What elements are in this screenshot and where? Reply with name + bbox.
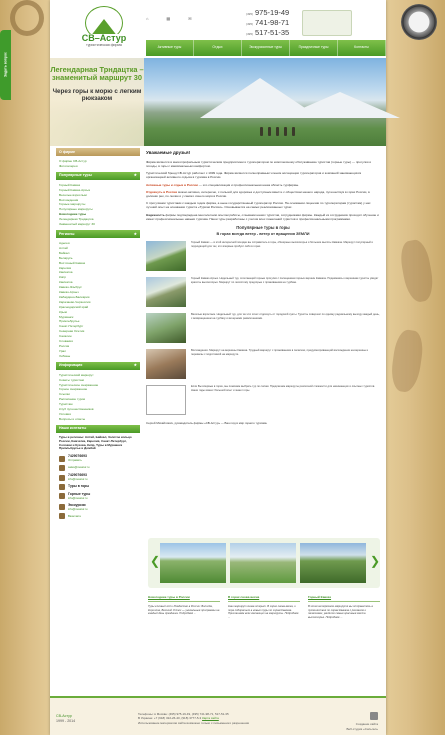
paragraph: Активные туры и отдых в России — это специализация и профессиональная наша область турфирмы.: [146, 182, 300, 187]
regions-list: [56, 238, 140, 362]
mountain-shape: [280, 92, 400, 118]
nav-active-tours[interactable]: Активные туры: [146, 40, 194, 56]
region-item[interactable]: Словакия: [59, 339, 73, 344]
popular-heading: Популярные туры в горы: [236, 225, 290, 231]
region-item[interactable]: Хибины: [59, 353, 71, 358]
tour-image[interactable]: [146, 277, 186, 307]
studio-logo-icon: [370, 712, 378, 720]
phone-icon: [59, 456, 65, 462]
home-icon[interactable]: ⌂: [146, 16, 149, 21]
star-icon: ★: [133, 363, 137, 368]
region-item[interactable]: Крым: [59, 309, 67, 314]
popular-item[interactable]: Горный Кавказ-Архыз: [59, 187, 91, 192]
contact-row: Туры в горы: [59, 484, 137, 490]
region-item[interactable]: Кавказ-Архыз: [59, 290, 79, 295]
region-item[interactable]: Россия: [59, 344, 70, 348]
news-text: В этом интересном маршруте вы отправитесь в путешествие по горам Кавказа с рюкзаком и палатками, увидите самые красивые места высокогорья. Подробнее ...: [308, 604, 373, 620]
nav-contacts[interactable]: Контакты: [338, 40, 386, 56]
map-icon[interactable]: ▦: [166, 16, 171, 21]
region-item[interactable]: Кипр: [59, 275, 66, 280]
phone-icon: [59, 484, 65, 490]
russia-map[interactable]: [302, 10, 352, 36]
news-item: [308, 596, 380, 620]
popular-subheading: В горах всегда ветер - ветер от вращения ЗЕМЛИ: [216, 231, 310, 236]
popular-item[interactable]: Горный Кавказ: [59, 182, 81, 187]
star-icon: ★: [133, 231, 137, 236]
region-item[interactable]: Санкт-Петербург: [59, 324, 84, 329]
banner[interactable]: [50, 58, 386, 146]
popular-item[interactable]: Легендарная Трндацтка: [59, 217, 94, 222]
contacts-block: [56, 433, 140, 525]
contact-row: Горные туры info@svastur.ru: [59, 492, 137, 501]
banner-title: Легендарная Трндацтка – знаменитый маршрут 30: [50, 65, 144, 82]
signature: Сергей Михайлович, руководитель фирмы «СВ-Астур» — Ваш гид в мир горного туризма.: [146, 421, 268, 426]
gallery-photo[interactable]: [300, 543, 366, 583]
tour-item[interactable]: Если Вы впервые в горах, мы поможем выбрать тур по силам. Предлагаем маршруты различной сложности для начинающих и опытных туристов. Наши гиды имеют большой опыт и знают горы.: [146, 385, 380, 417]
info-item[interactable]: Условия: [59, 411, 71, 416]
logo-name: СВ–Астур: [64, 34, 144, 43]
left-background: [0, 0, 52, 735]
mail-icon[interactable]: ✉: [188, 16, 192, 21]
sidebar-popular-header: Популярные туры ★: [56, 172, 140, 180]
hikers-image: [260, 127, 295, 136]
info-item[interactable]: Туристическое снаряжение: [59, 382, 99, 387]
main-content: [146, 150, 380, 429]
rope-decoration: [10, 0, 44, 36]
sidebar: [56, 148, 140, 524]
region-item[interactable]: Урал: [59, 348, 67, 353]
phone-icon: [59, 504, 65, 510]
popular-list: [56, 180, 140, 230]
region-item[interactable]: Кавказ-Эльбрус: [59, 285, 82, 290]
mail-icon: [59, 465, 65, 471]
contact-row: sales@svastur.ru: [59, 465, 137, 471]
region-item[interactable]: Восточный Кавказ: [59, 260, 86, 265]
phone-3: (495) 517-51-35: [246, 28, 290, 37]
nav-rest[interactable]: Отдых: [194, 40, 242, 56]
paragraph: Фирма является в многопрофильным туристическим предприятием и туроператором по комплексному обслуживанию туристов (горные туры) — прогулки и походы, в горы с максимальным комфортом.: [146, 159, 372, 169]
footer-credits: Создание сайта Веб-студия «Сильгал»: [347, 712, 379, 731]
contacts-address: Туры в регионы: Алтай, Байкал, Золотое кольцо России, Камчатка, Карелия, Санкт-Петербург, Соловки и Кузова, Кипр, Туры в Мурманск Приэльбрусье и Домбай: [59, 434, 132, 451]
gallery-photo[interactable]: [160, 543, 226, 583]
info-item[interactable]: Туристический маршрут: [59, 372, 94, 377]
region-item[interactable]: Приэльбрусье: [59, 319, 80, 324]
star-icon: ★: [133, 173, 137, 178]
popular-item[interactable]: Веселые взрослым: [59, 192, 87, 197]
tour-item[interactable]: Восхождения. Маршрут на вершины Кавказа. Трудный маршрут с проживанием в палатках, предусматривающий восхождения на вершины и перевалы с подготовкой на маршруте.: [146, 349, 380, 381]
info-item[interactable]: Расписание туров: [59, 397, 85, 402]
phone-1: (495) 975-19-49: [246, 8, 290, 17]
footer-brand: СВ-Астур 1999 - 2014: [56, 714, 76, 723]
region-item[interactable]: Адыгея: [59, 240, 70, 245]
phone-2: (495) 741-98-71: [246, 18, 290, 27]
news-title[interactable]: Горный Кавказ: [308, 596, 380, 602]
ask-question-tab[interactable]: Задать вопрос: [0, 30, 11, 100]
info-list: [56, 370, 140, 425]
region-item[interactable]: Байкал: [59, 250, 70, 255]
sitemap-link[interactable]: Карта сайта: [202, 716, 219, 721]
paragraph: С прогулками туристами с каждым годом фирма, а ныне государственный туроператор России. На основании лицензии по туроператорам (туристам) у нас лучший опыт на основании туриста «Туризм России». Основывается на самых реализованных турах.: [146, 201, 371, 210]
logo[interactable]: [64, 6, 144, 54]
header: [50, 0, 386, 58]
region-item[interactable]: Карачаево-Черкессия: [59, 299, 91, 304]
news-text: Туры в Новый год и Рождество в России: Вологда, Кириллов, Великий Устюг — уникальные программы на каждый день праздника. Подробнее ...: [148, 604, 220, 616]
region-item[interactable]: Сахалин: [59, 334, 72, 339]
info-item[interactable]: Клуб путешественников: [59, 407, 94, 412]
popular-item[interactable]: Знаменитый маршрут 30: [59, 222, 95, 227]
paragraph: Надежность фирмы подтверждена многолетним опытом работы, отзывами наших туристов, сотрудниками фирмы. Каждый из сотрудников проходит обучение и имеет профессиональные навыки туризма. Наши туры разработаны с учетом всех пожеланий туристов и профессиональными программами.: [146, 212, 379, 221]
region-item[interactable]: Краснодарский край: [59, 304, 89, 309]
popular-item[interactable]: Горные маршруты: [59, 202, 86, 207]
tour-item[interactable]: Горный Кавказ — в этой интересной поездке вы отправитесь в горы, обширные высокогорья и большие высоты Кавказа. Маршрут популярный и подходящий для тех, кто впервые пробует себя в горах.: [146, 241, 380, 273]
news-section: [148, 596, 380, 620]
paragraph: Отдохнуть в России можно активно, интересно, с пользой для здоровья и доступным вместе с обществом нашего народа, путешествуя в горах России, в долинах рек, по лесам и у самого синего моря в России.: [146, 189, 370, 199]
region-item[interactable]: Беларусь: [59, 255, 73, 260]
region-item[interactable]: Алтай: [59, 245, 68, 250]
region-item[interactable]: Мурманск: [59, 314, 74, 319]
info-item[interactable]: Советы туристам: [59, 377, 84, 382]
tour-item[interactable]: Веселые взрослым. Недельный тур, для тех кто хочет отдохнуть от городской суеты. Туристы совершат по одному радиальному выходу каждый день, с возвращением на турбазу и вечерними развлечениями.: [146, 313, 380, 345]
news-title[interactable]: В горах снова весна: [228, 596, 300, 602]
phones: [246, 8, 289, 38]
page: [50, 0, 386, 735]
photo-gallery: [148, 538, 380, 588]
nav-holiday-tours[interactable]: Праздничные туры: [290, 40, 338, 56]
info-item[interactable]: Туристам: [59, 402, 73, 407]
contact-row: 7429076693 Отправить: [59, 454, 137, 463]
header-icons: [146, 16, 192, 21]
sidebar-regions-header: Регионы ★: [56, 230, 140, 238]
popular-item[interactable]: Восхождения: [59, 197, 79, 202]
tour-image[interactable]: [146, 385, 186, 415]
about-list: [56, 156, 140, 172]
news-text: Наш маршрут снова открыт. В горах снова весна, и пора собираться в новые туры по горам Кавказа. Приглашаем всех желающих на маршруты. Подробнее ...: [228, 604, 299, 620]
chevron-left-icon[interactable]: ❮: [150, 554, 161, 568]
tour-image[interactable]: [146, 313, 186, 343]
footer-years: 1999 - 2014: [56, 718, 76, 723]
popular-item[interactable]: Новогодние туры: [59, 212, 87, 217]
greeting: Уважаемые друзья!: [146, 150, 191, 155]
sidebar-contacts-header: Наши контакты: [56, 425, 140, 433]
news-item: [228, 596, 300, 620]
studio-link[interactable]: Веб-студия «Сильгал»: [346, 726, 378, 731]
main-nav: [146, 40, 386, 56]
banner-subtitle: Через горы к морю с легким рюкзаком: [52, 88, 142, 102]
banner-caption: [50, 58, 144, 146]
logo-tagline: туристическая фирма: [86, 43, 122, 47]
contact-row: Вконтакте: [59, 513, 137, 519]
region-item[interactable]: Карелия: [59, 265, 72, 270]
region-item[interactable]: Камчатка: [59, 270, 73, 275]
phone-icon: [59, 475, 65, 481]
popular-item[interactable]: Популярные маршруты: [59, 207, 93, 212]
vk-icon: [59, 513, 65, 519]
compass-decoration: [401, 4, 437, 40]
nav-excursions[interactable]: Экскурсионные туры: [242, 40, 290, 56]
news-item: [148, 596, 220, 620]
sidebar-info-header: Информация ★: [56, 362, 140, 370]
sidebar-item-about[interactable]: О фирме СВ-Астур: [59, 159, 87, 163]
info-item[interactable]: Горное снаряжение: [59, 387, 88, 392]
footer: [50, 696, 386, 735]
region-item[interactable]: Северная Осетия: [59, 329, 85, 334]
contact-row: 7429076693 info@svastur.ru: [59, 473, 137, 482]
tour-item[interactable]: Горный Кавказ-Архыз. Недельный тур, сочетающий горные прогулки с посещением горных вершин Кавказа. Поднимаясь к вершинам туристы увидят красоты высокогорья. Маршрут по лесистому предгорью с проживанием на турбазе.: [146, 277, 380, 309]
footer-info: Телефоны: в Москве: (495) 975-19-49, (495) 741-98-71, 517-51-35 В Украине: +7 (918) 322-26-40, (918) 3777-5-3 Карта сайта Использование материалов сайта возможно только с письменного разрешения: [138, 712, 250, 725]
gallery-photo[interactable]: [230, 543, 296, 583]
sidebar-item-gallery[interactable]: Фотогалерея: [59, 163, 78, 168]
tour-image[interactable]: [146, 349, 186, 379]
news-title[interactable]: Новогодние туры в России: [148, 596, 220, 602]
phone-icon: [59, 493, 65, 499]
chevron-right-icon[interactable]: ❯: [370, 554, 381, 568]
info-item[interactable]: Вопросы и ответы: [59, 416, 86, 421]
contact-row: Экскурсии info@svastur.ru: [59, 503, 137, 512]
region-item[interactable]: Камчатка: [59, 280, 73, 285]
paragraph: Туристический бренд СВ-Астур работает с 1999 года. Фирма является полноправным членом ассоциации туроператоров и компаний занимающихся организацией активного отдыха в туризма в России.: [146, 171, 362, 180]
region-item[interactable]: Кабардино-Балкария: [59, 294, 90, 299]
tour-image[interactable]: [146, 241, 186, 271]
info-item[interactable]: Ссылки: [59, 392, 70, 397]
sidebar-about-header: О фирме: [56, 148, 140, 156]
